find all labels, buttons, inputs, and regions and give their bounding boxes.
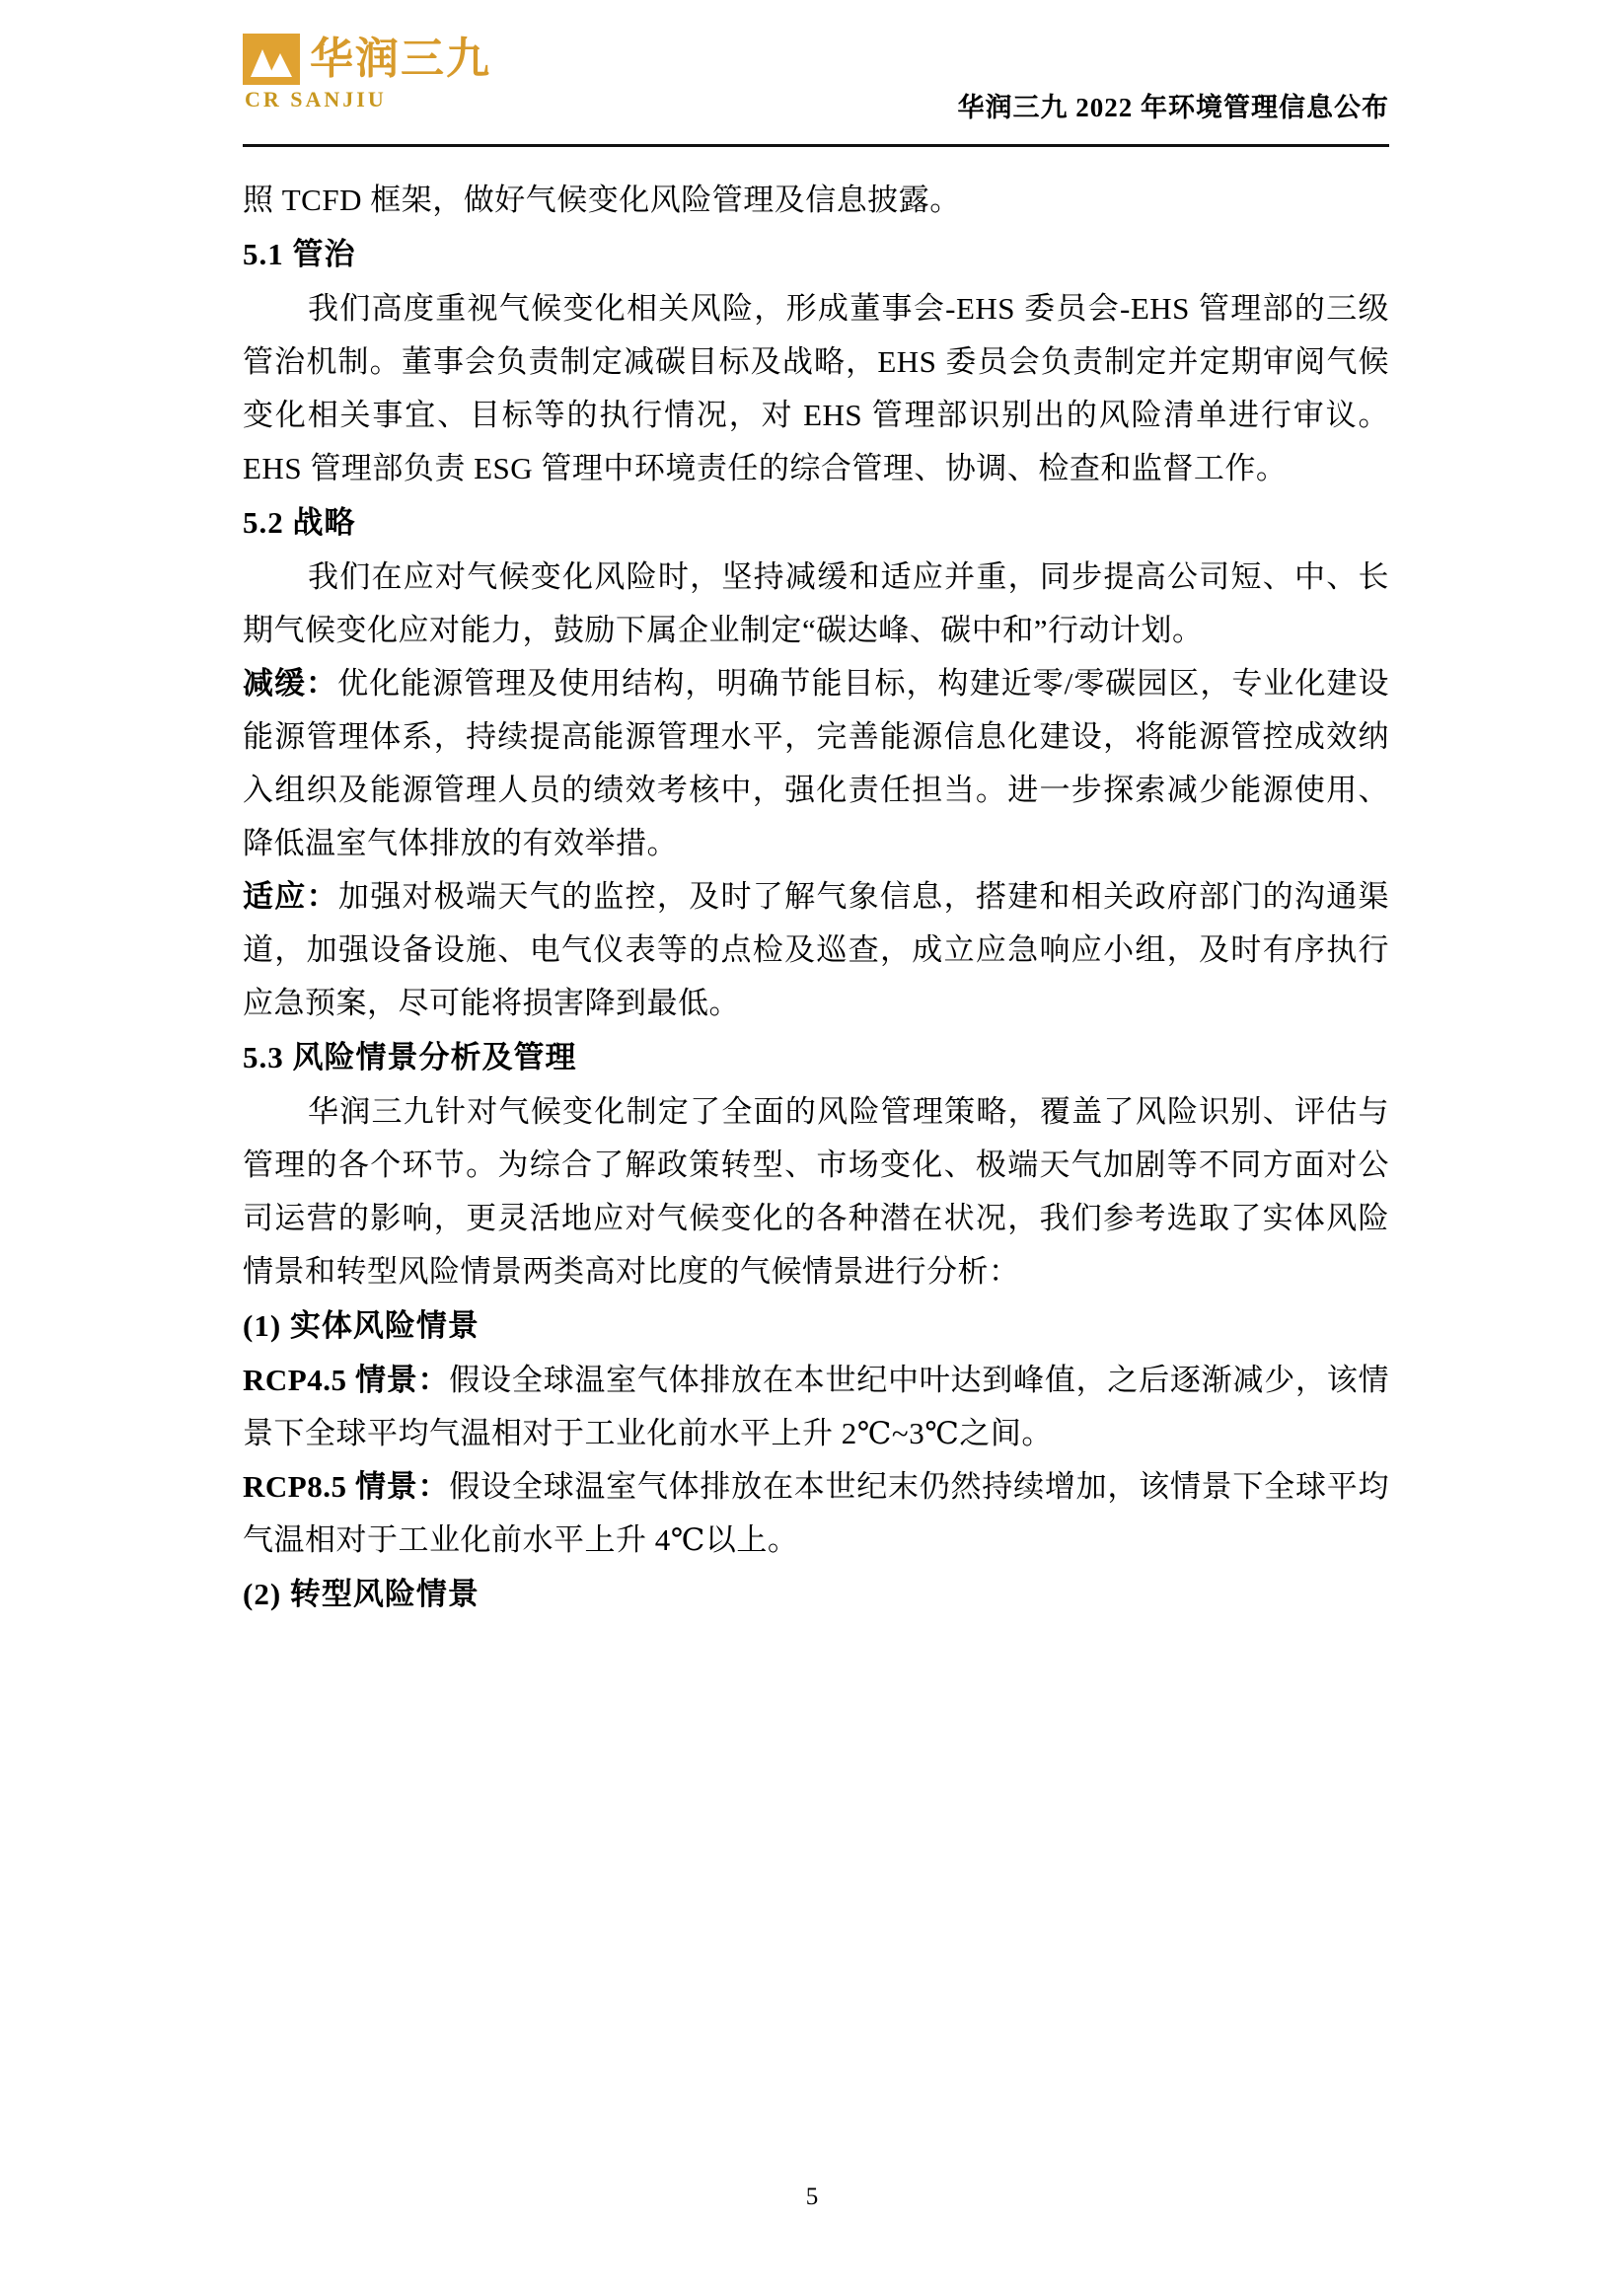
section-5-3-paragraph: 华润三九针对气候变化制定了全面的风险管理策略，覆盖了风险识别、评估与管理的各个环节。为综合了解政策转型、市场变化、极端天气加剧等不同方面对公司运营的影响，更灵活地应对气候变化的各种潜在状况，我们参考选取了实体风险情景和转型风险情景两类高对比度的气候情景进行分析： [243,1094,1389,1289]
rcp45-paragraph [243,1354,1389,1460]
document-body [243,174,1389,1622]
section-heading-5-3: 5.3 风险情景分析及管理 [243,1040,577,1074]
section-heading-5-1: 5.1 管治 [243,237,356,271]
rcp45-text: 假设全球温室气体排放在本世纪中叶达到峰值，之后逐渐减少，该情景下全球平均气温相对于工业化前水平上升 2℃~3℃之间。 [243,1363,1389,1450]
opening-paragraph: 照 TCFD 框架，做好气候变化风险管理及信息披露。 [243,183,961,217]
rcp85-paragraph [243,1460,1389,1567]
rcp85-label: RCP8.5 情景： [243,1469,450,1504]
rcp45-label: RCP4.5 情景： [243,1363,450,1397]
section-5-1-paragraph: 我们高度重视气候变化相关风险，形成董事会-EHS 委员会-EHS 管理部的三级管治机制。董事会负责制定减碳目标及战略，EHS 委员会负责制定并定期审阅气候变化相关事宜、目标等的执行情况，对 EHS 管理部识别出的风险清单进行审议。EHS 管理部负责 ESG 管理中环境责任的综合管理、协调、检查和监督工作。 [243,291,1389,485]
subsection-heading-1: (1) 实体风险情景 [243,1308,480,1343]
company-logo [243,34,491,112]
header-divider [243,144,1389,147]
section-5-2-paragraph: 我们在应对气候变化风险时，坚持减缓和适应并重，同步提高公司短、中、长期气候变化应对能力，鼓励下属企业制定“碳达峰、碳中和”行动计划。 [243,559,1389,647]
logo-chinese-text: 华润三九 [310,35,491,83]
mountain-logo-icon [243,34,300,85]
adaptation-label: 适应： [243,879,338,914]
subsection-heading-2: (2) 转型风险情景 [243,1577,480,1611]
mitigation-label: 减缓： [243,666,338,701]
page-number: 5 [805,2184,819,2210]
mitigation-text: 优化能源管理及使用结构，明确节能目标，构建近零/零碳园区，专业化建设能源管理体系，持续提高能源管理水平，完善能源信息化建设，将能源管控成效纳入组织及能源管理人员的绩效考核中，强化责任担当。进一步探索减少能源使用、降低温室气体排放的有效举措。 [243,666,1390,860]
adaptation-paragraph [243,870,1389,1030]
header-title: 华润三九 2022 年环境管理信息公布 [957,93,1389,122]
section-heading-5-2: 5.2 战略 [243,505,356,540]
logo-english-text: CR SANJIU [245,87,387,111]
mitigation-paragraph [243,657,1389,870]
rcp85-text: 假设全球温室气体排放在本世纪末仍然持续增加，该情景下全球平均气温相对于工业化前水平上升 4℃以上。 [243,1469,1389,1557]
page-header [243,34,1389,142]
logo-row [243,34,491,85]
adaptation-text: 加强对极端天气的监控，及时了解气象信息，搭建和相关政府部门的沟通渠道，加强设备设施、电气仪表等的点检及巡查，成立应急响应小组，及时有序执行应急预案，尽可能将损害降到最低。 [243,879,1390,1020]
